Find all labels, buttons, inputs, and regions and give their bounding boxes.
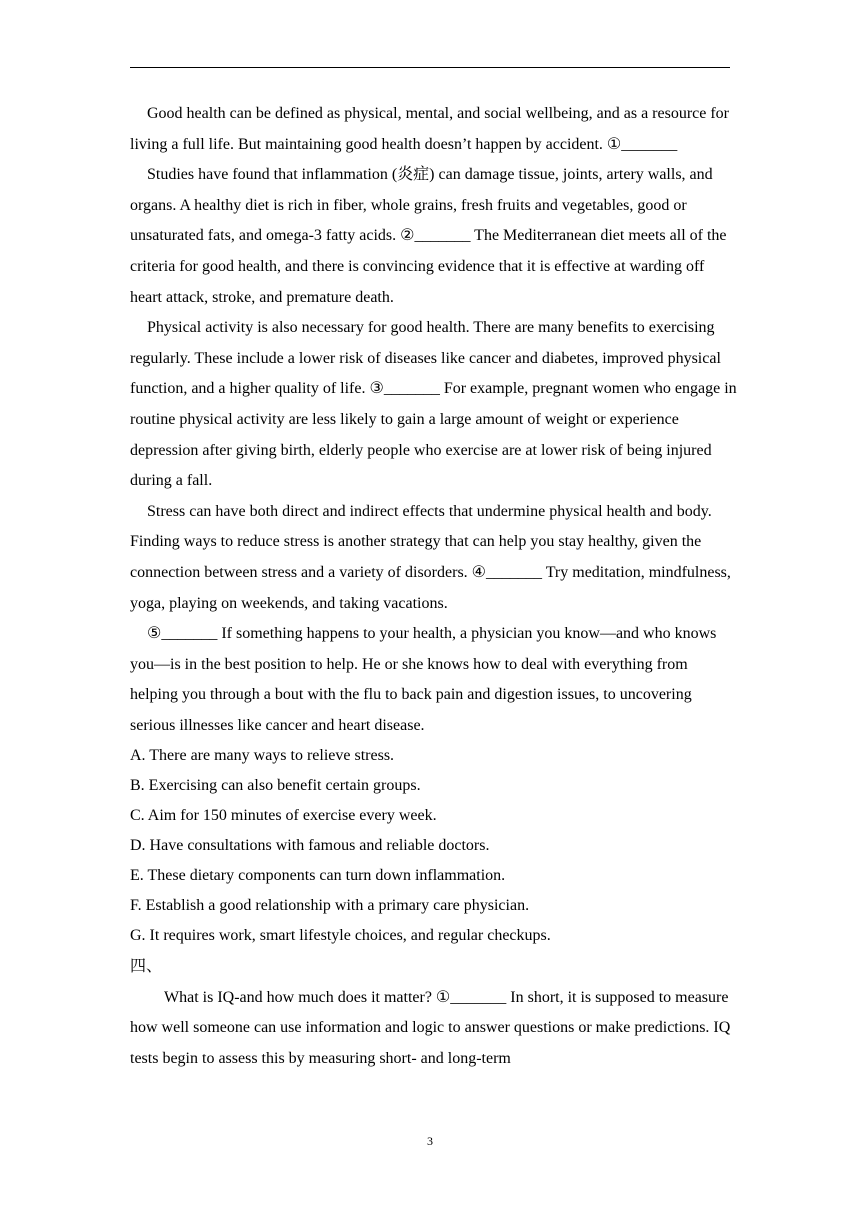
section-label: 四、: [130, 957, 163, 975]
paragraph-5: ⑤_______ If something happens to your health, a physician you know—and who knows you—is in the best position to help. He or she knows how to deal with everything from helping you through a bout with the flu to back pain and digestion issues, to uncovering serious illnesses like cancer and heart disease.: [130, 625, 717, 734]
next-passage-paragraph: What is IQ-and how much does it matter? ①_______ In short, it is supposed to measure how well someone can use information and logic to answer questions or make predictions. IQ tests begin to assess this by measuring short- and long-term: [130, 988, 731, 1067]
option-g: G. It requires work, smart lifestyle choices, and regular checkups.: [130, 926, 551, 944]
option-f: F. Establish a good relationship with a primary care physician.: [130, 897, 530, 914]
paragraph-4: Stress can have both direct and indirect effects that undermine physical health and body. Finding ways to reduce stress is another strategy that can help you stay healthy, given the connection between stress and a variety of disorders. ④_______ Try meditation, mindfulness, yoga, playing on weekends, and taking vacations.: [130, 502, 731, 612]
option-e: E. These dietary components can turn down inflammation.: [130, 867, 506, 885]
paragraph-3: Physical activity is also necessary for good health. There are many benefits to exercising regularly. These include a lower risk of diseases like cancer and diabetes, improved physical function, and a higher quality of life. ③_______ For example, pregnant women who engage in routine physical activity are less likely to gain a large amount of weight or experience depression after giving birth, elderly people who exercise are at lower risk of being injured during a fall.: [130, 319, 737, 490]
paragraph-2: Studies have found that inflammation (炎症) can damage tissue, joints, artery walls, and organs. A healthy diet is rich in fiber, whole grains, fresh fruits and vegetables, good or unsaturated fats, and omega-3 fatty acids. ②_______ The Mediterranean diet meets all of the criteria for good health, and there is convincing evidence that it is effective at warding off heart attack, stroke, and premature death.: [130, 166, 727, 306]
option-a: A. There are many ways to relieve stress.: [130, 747, 395, 765]
option-c: C. Aim for 150 minutes of exercise every week.: [130, 807, 437, 825]
paragraph-1: Good health can be defined as physical, mental, and social wellbeing, and as a resource for living a full life. But maintaining good health doesn’t happen by accident. ①_______: [130, 105, 730, 153]
option-d: D. Have consultations with famous and reliable doctors.: [130, 837, 490, 855]
page-number: 3: [427, 1134, 433, 1148]
option-b: B. Exercising can also benefit certain groups.: [130, 777, 421, 795]
body-text: [130, 99, 738, 1075]
header-rule: [130, 67, 730, 68]
